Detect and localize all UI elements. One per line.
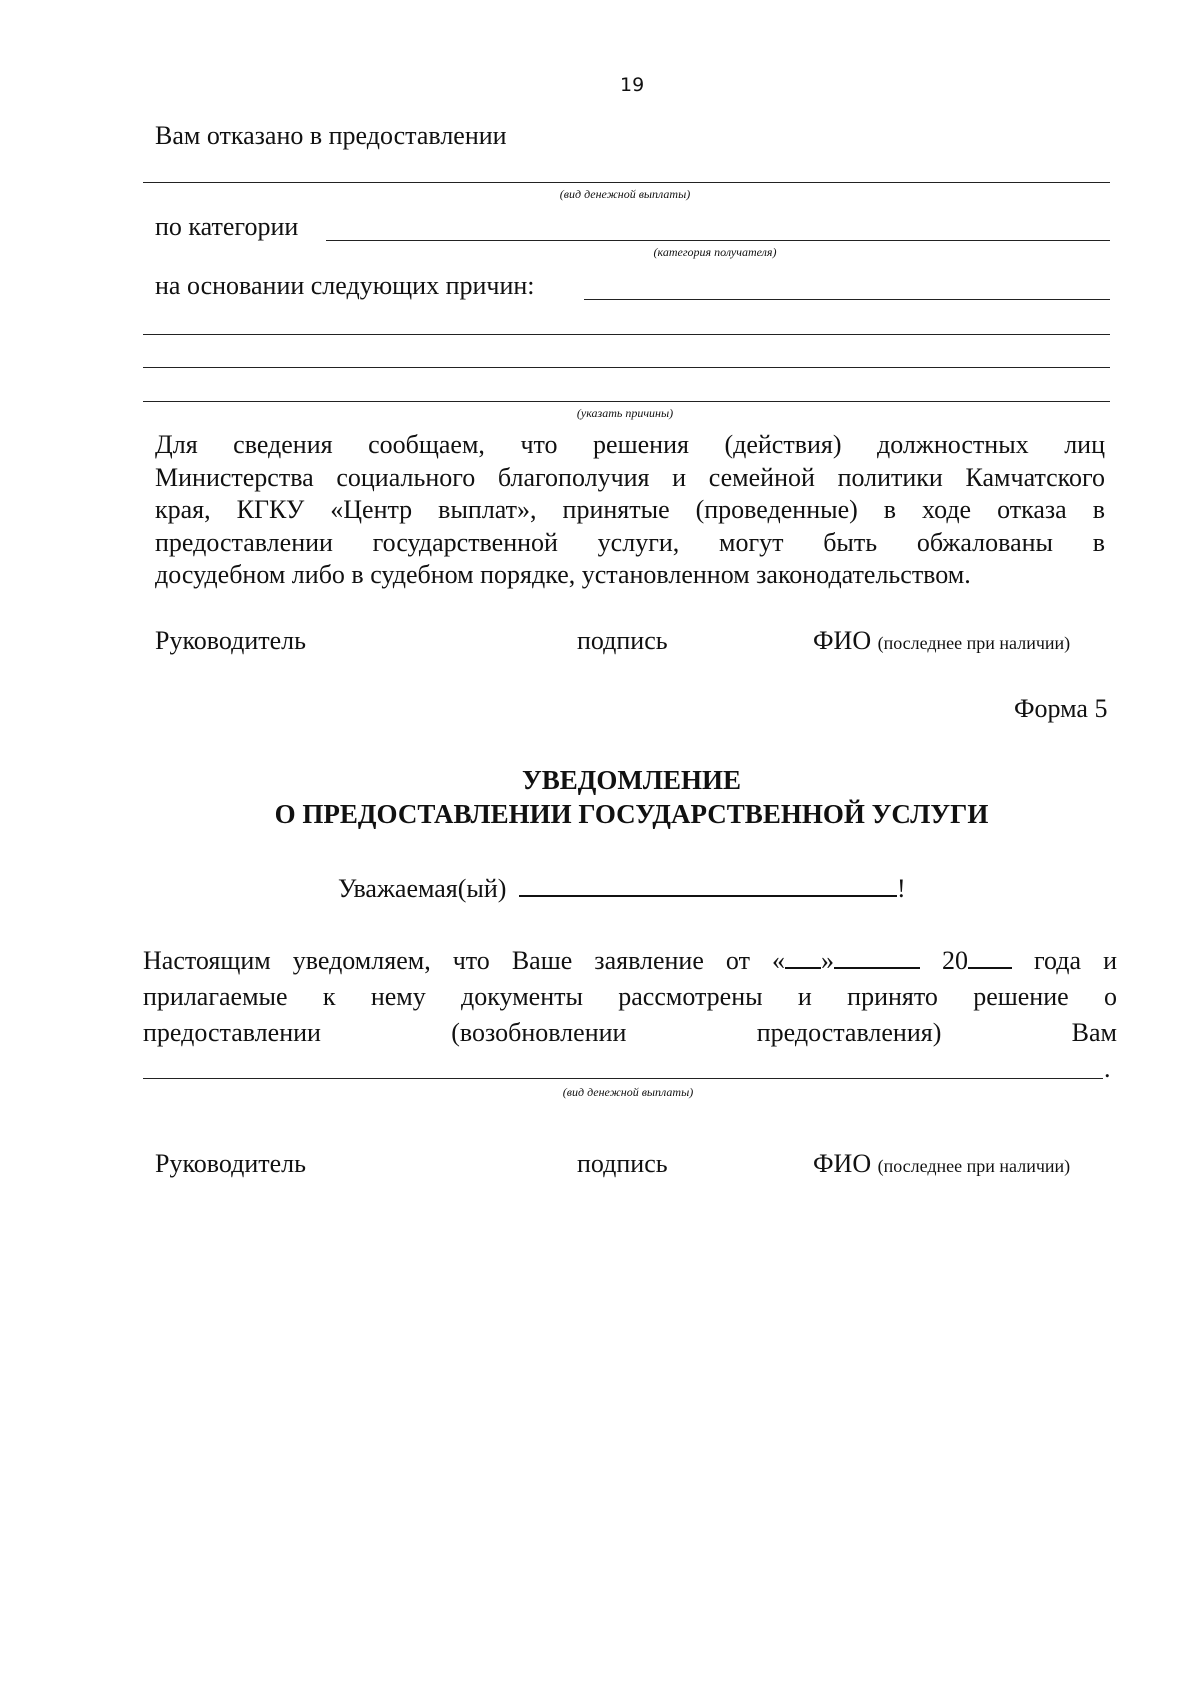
notice-date-prefix: Настоящим уведомляем, что Ваше заявление от « xyxy=(143,946,785,975)
notice-title-line-2: О ПРЕДОСТАВЛЕНИИ ГОСУДАРСТВЕННОЙ УСЛУГИ xyxy=(274,799,989,829)
greeting-exclamation: ! xyxy=(896,874,906,903)
appeal-info-line-5: досудебном либо в судебном порядке, установленном законодательством. xyxy=(155,560,971,590)
notice-body-line-3: предоставлении (возобновлении предоставления) Вам xyxy=(143,1018,1117,1047)
notice-payment-line[interactable] xyxy=(143,1078,1103,1079)
notice-body-line-1 xyxy=(143,943,1117,979)
appeal-info-paragraph xyxy=(155,429,1105,592)
appeal-info-line-1: Для сведения сообщаем, что решения (действия) должностных лиц xyxy=(155,430,1105,459)
refusal-signature-head: Руководитель xyxy=(155,626,306,655)
notice-signature-fio xyxy=(813,1148,1070,1182)
appeal-info-line-4: предоставлении государственной услуги, могут быть обжалованы в xyxy=(155,527,1105,557)
notice-fio-note: (последнее при наличии) xyxy=(877,1156,1071,1176)
category-caption: (категория получателя) xyxy=(653,245,777,259)
notice-year-prefix: 20 xyxy=(919,946,968,975)
reasons-caption: (указать причины) xyxy=(576,406,674,420)
payment-type-caption: (вид денежной выплаты) xyxy=(559,187,691,201)
greeting-label: Уважаемая(ый) xyxy=(338,874,507,903)
notice-line-period: . xyxy=(1104,1054,1111,1083)
notice-title xyxy=(0,763,1200,831)
greeting xyxy=(338,873,906,905)
appeal-info-line-3: края, КГКУ «Центр выплат», принятые (проведенные) в ходе отказа в xyxy=(155,495,1105,525)
notice-month-field[interactable] xyxy=(834,945,920,969)
notice-signature-sign: подпись xyxy=(577,1149,668,1178)
refusal-fio-label: ФИО xyxy=(813,626,872,655)
refusal-signature-fio xyxy=(813,625,1070,659)
reasons-line-1[interactable] xyxy=(584,299,1110,300)
payment-type-line[interactable] xyxy=(143,182,1110,183)
recipient-name-field[interactable] xyxy=(519,873,897,897)
notice-signature-head: Руководитель xyxy=(155,1149,306,1178)
reasons-label: на основании следующих причин: xyxy=(155,271,535,300)
appeal-info-line-2: Министерства социального благополучия и семейной политики Камчатского xyxy=(155,462,1105,492)
reasons-line-2[interactable] xyxy=(143,334,1110,335)
notice-fio-label: ФИО xyxy=(813,1149,872,1178)
notice-day-field[interactable] xyxy=(785,945,821,969)
notice-payment-caption: (вид денежной выплаты) xyxy=(562,1085,694,1099)
reasons-line-4[interactable] xyxy=(143,401,1110,402)
category-line[interactable] xyxy=(326,240,1110,241)
page-number: 19 xyxy=(620,74,645,96)
notice-year-field[interactable] xyxy=(968,945,1012,969)
refusal-signature-sign: подпись xyxy=(577,626,668,655)
form-label: Форма 5 xyxy=(1014,694,1108,723)
notice-date-suffix: года и xyxy=(1012,946,1118,975)
notice-title-line-1: УВЕДОМЛЕНИЕ xyxy=(521,765,742,795)
reasons-line-3[interactable] xyxy=(143,367,1110,368)
refusal-fio-note: (последнее при наличии) xyxy=(877,633,1071,653)
category-label: по категории xyxy=(155,212,299,241)
notice-body-line-2: прилагаемые к нему документы рассмотрены и принято решение о xyxy=(143,982,1117,1011)
notice-body xyxy=(143,943,1117,1051)
refusal-intro: Вам отказано в предоставлении xyxy=(155,121,507,150)
notice-date-quote: » xyxy=(820,946,834,975)
